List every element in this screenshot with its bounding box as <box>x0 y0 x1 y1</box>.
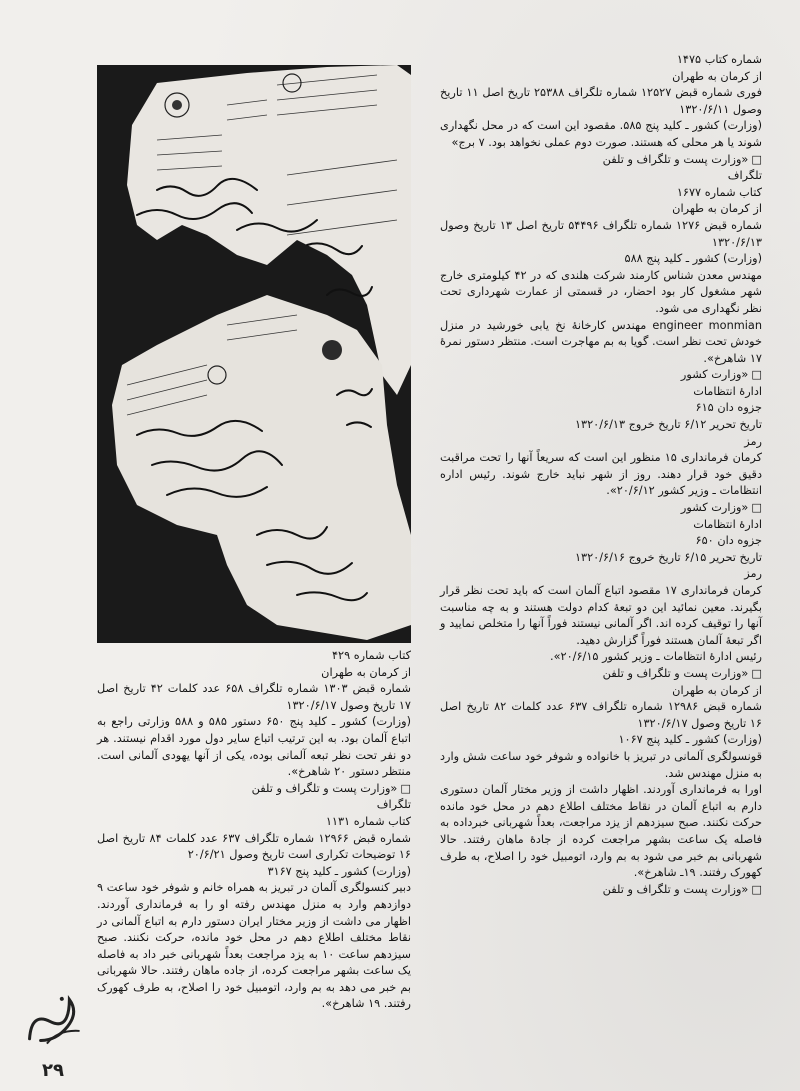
right_column-line: شماره کتاب ۱۴۷۵ <box>676 53 762 66</box>
bottom_column-line: تلگراف <box>376 798 411 812</box>
right_column-line: مهندس معدن شناس کارمند شرکت هلندی که در ۴۲ کیلومتری خارج شهر مشغول کار بود احضار، در قسمتی از عمارت شهرداری تحت نظر نگهداری می شود. <box>440 268 762 315</box>
bottom_column-line: کتاب شماره ۴۲۹ <box>331 649 411 662</box>
right_column-line: کرمان فرمانداری ۱۷ مقصود اتباع آلمان است که باید تحت نظر قرار بگیرند. معین نمائید این دو تبعۀ کدام دولت هستند و به چه مناسبت آنها را توقیف کرده اند. اگر آلمانی نیستند فوراً آنها را متخلص نمایید و اگر تبعۀ آلمان هستند فوراً گزارش دهید. <box>440 584 762 647</box>
right_column-line: رمز <box>744 434 762 448</box>
right_column-line: □ «وزارت پست و تلگراف و تلفن <box>440 882 762 899</box>
right_column-line: □ «وزارت کشور <box>440 367 762 384</box>
right_column-line: engineer monmian مهندس کارخانۀ نخ یابی خورشید در منزل خودش تحت نظر است. گویا به بم مهاجرت است. منتظر دستور نمرۀ ۱۷ شاهرخ». <box>440 318 762 365</box>
right_column-line: □ «وزارت کشور <box>440 500 762 517</box>
page-number: ۲۹ <box>42 1060 64 1081</box>
right_column-line: □ «وزارت پست و تلگراف و تلفن <box>440 152 762 169</box>
bottom_column-line: شماره قبض ۱۲۹۶۶ شماره تلگراف ۶۳۷ عدد کلمات ۸۴ تاریخ اصل ۱۶ توضیحات تکراری است تاریخ وصول ۲۰/۶/۲۱ <box>97 831 411 862</box>
bottom_column-line: کتاب شماره ۱۱۳۱ <box>325 814 411 828</box>
right_column-line: از کرمان به طهران <box>672 69 762 83</box>
right_column-line: (وزارت) کشور ـ کلید پنج ۱۰۶۷ <box>618 733 762 747</box>
right_column-line: از کرمان به طهران <box>672 683 762 697</box>
right_column-line: از کرمان به طهران <box>672 202 762 216</box>
right_column-line: ادارۀ انتظامات <box>693 517 762 531</box>
right_column-line: (وزارت) کشور ـ کلید پنج ۵۸۵. مقصود این است که در محل نگهداری شوند یا هر محلی که هستند. صورت دوم عملی نخواهد بود. ۷ برج» <box>440 119 762 149</box>
right_column-line: □ «وزارت پست و تلگراف و تلفن <box>440 666 762 683</box>
bottom_column-line: □ «وزارت پست و تلگراف و تلفن <box>97 781 411 798</box>
right_column-line: کتاب شماره ۱۶۷۷ <box>676 185 762 199</box>
bottom_column-line: (وزارت) کشور ـ کلید پنج ۳۱۶۷ <box>267 864 411 878</box>
right_column-line: قونسولگری آلمانی در تبریز با خانواده و شوفر خود ساعت شش وارد به منزل مهندس شد. <box>440 749 762 780</box>
photo-illustration <box>97 65 411 643</box>
right_column-line: اورا به فرمانداری آوردند. اظهار داشت از وزیر مختار آلمان دستوری دارم به اتباع آلمان در نقاط مختلف اطلاع دهم در محل خود مانده حرکت نکنند. صبح سیزدهم از یزد مراجعت، بعداً شهربانی خبرداده به فاصله یک ساعت بشهر مراجعت کرده از جادۀ ماهان رفتند. حالا شهربانی بم خبر می شود به بم وارد، اتومبیل خود را اصلاح، به طرف کهورک رفتند. ۱۹ـ شاهرخ». <box>440 783 762 880</box>
bottom_column-line: (وزارت) کشور ـ کلید پنج ۶۵۰ دستور ۵۸۵ و ۵۸۸ وزارتی راجع به اتباع آلمان بود. به این ترتیب اتباع سایر دول مورد اقدام نیستند. هر دو نفر تحت نظر تبعه آلمانی بوده، یکی از آنها یهودی آلمانی است. منتظر دستور ۲۰ شاهرخ». <box>97 715 411 779</box>
right_column-line: ادارۀ انتظامات <box>693 384 762 398</box>
right_column-line: تاریخ تحریر ۶/۱۲ تاریخ خروج ۱۳۲۰/۶/۱۳ <box>574 418 762 432</box>
right_column-line: (وزارت) کشور ـ کلید پنج ۵۸۸ <box>624 252 762 266</box>
right_column-line: تاریخ تحریر ۶/۱۵ تاریخ خروج ۱۳۲۰/۶/۱۶ <box>574 550 762 564</box>
right_column-line: تلگراف <box>727 169 762 183</box>
bottom_column-line: شماره قبض ۱۳۰۳ شماره تلگراف ۶۵۸ عدد کلمات ۴۲ تاریخ اصل ۱۷ تاریخ وصول ۱۳۲۰/۶/۱۷ <box>97 682 411 712</box>
telegram-documents-photo <box>97 65 411 643</box>
right_column-line: جزوه دان ۶۵۰ <box>695 534 762 548</box>
right_column-line: شماره قبض ۱۲۷۶ شماره تلگراف ۵۴۴۹۶ تاریخ اصل ۱۳ تاریخ وصول ۱۳۲۰/۶/۱۳ <box>440 218 762 249</box>
right_column-line: جزوه دان ۶۱۵ <box>695 401 762 415</box>
right_column-line: کرمان فرمانداری ۱۵ منظور این است که سریعاً آنها را تحت مراقبت دقیق خود قرار دهند. روز از شهر نباید خارج شوند. رئیس اداره انتظامات ـ وزیر کشور ۲۰/۶/۱۲». <box>440 451 762 498</box>
right_column-line: رمز <box>744 567 762 581</box>
bottom_column-line: از کرمان به طهران <box>321 665 411 679</box>
right-text-column <box>440 52 762 898</box>
right_column-line: شماره قبض ۱۲۹۸۶ شماره تلگراف ۶۳۷ عدد کلمات ۸۲ تاریخ اصل ۱۶ تاریخ وصول ۱۳۲۰/۶/۱۷ <box>440 700 763 730</box>
bottom-text-column <box>97 648 411 1013</box>
right_column-line: رئیس ادارۀ انتظامات ـ وزیر کشور ۲۰/۶/۱۵». <box>550 650 762 664</box>
right_column-line: فوری شماره قبض ۱۲۵۲۷ شماره تلگراف ۲۵۳۸۸ تاریخ اصل ۱۱ تاریخ وصول ۱۳۲۰/۶/۱۱ <box>440 86 762 116</box>
bottom_column-line: دبیر کنسولگری آلمان در تبریز به همراه خانم و شوفر خود ساعت ۹ دوازدهم وارد به منزل مهندس رفته او را به فرمانداری آوردند. اظهار می داشت از وزیر مختار ایران دستور دارم به اتباع آلمانی در نقاط مختلف اطلاع دهم در محل خود مانده، حرکت نکنند. صبح سیزدهم ساعت ۱۰ به یزد مراجعت بعداً شهربانی خبر داد به فاصله یک ساعت بشهر مراجعت کرده، از جاده ماهان رفتند. حالا شهربانی بم خبر می دهد به بم وارد، اتومبیل خود را اصلاح، به طرف کهورک رفتند. ۱۹ شاهرخ». <box>97 881 411 1011</box>
